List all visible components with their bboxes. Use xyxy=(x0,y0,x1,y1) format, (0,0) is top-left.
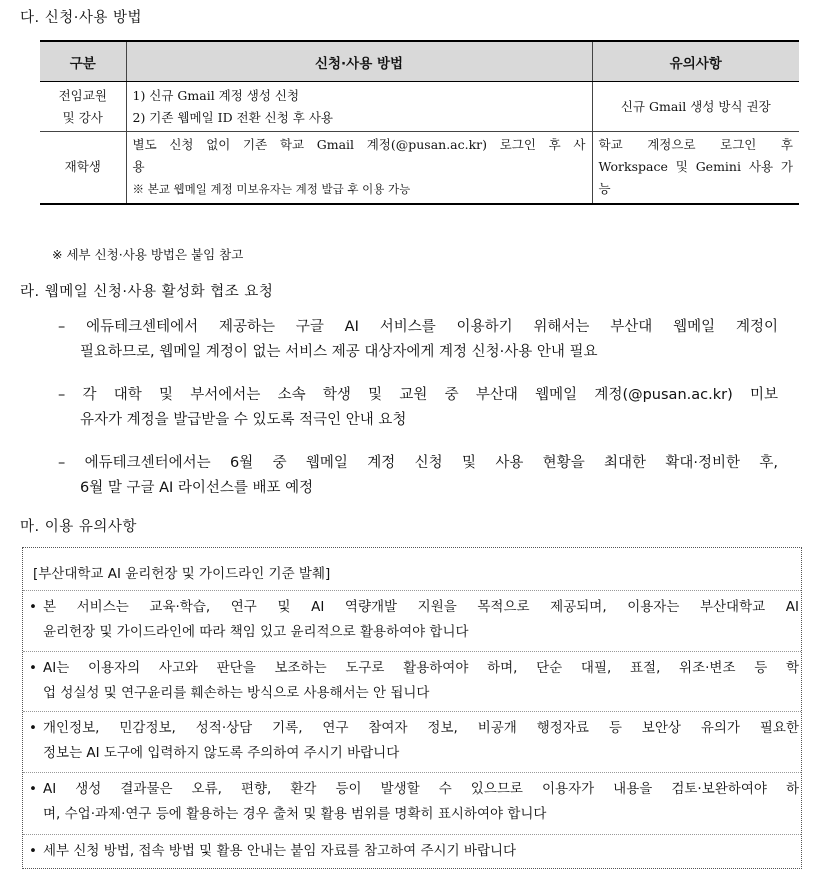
list-item-line: 윤리헌장 및 가이드라인에 따라 책임 있고 윤리적으로 활용하여야 합니다 xyxy=(43,624,469,640)
method-line: 별도 신청 없이 기존 학교 Gmail 계정(@pusan.ac.kr) 로그인 후 사 xyxy=(132,137,586,153)
list-item-line: 6월 말 구글 AI 라이선스를 배포 예정 xyxy=(80,480,314,496)
table-header-category: 구분 xyxy=(40,41,126,82)
method-note-line: ※ 본교 웹메일 계정 미보유자는 계정 발급 후 이용 가능 xyxy=(132,182,411,197)
table-row xyxy=(40,132,799,204)
list-item-line: 본 서비스는 교육·학습, 연구 및 AI 역량개발 지원을 목적으로 제공되며, 이용자는 부산대학교 AI xyxy=(43,599,799,615)
divider xyxy=(23,651,801,652)
divider xyxy=(23,834,801,835)
list-item-line: AI 생성 결과물은 오류, 편향, 환각 등이 발생할 수 있으므로 이용자가 내용을 검토·보완하여야 하 xyxy=(43,781,799,797)
bullet-icon: • xyxy=(29,660,37,676)
list-item-line: 개인정보, 민감정보, 성적·상담 기록, 연구 참여자 정보, 비공개 행정자료 등 보안상 유의가 필요한 xyxy=(43,720,799,736)
table-cell-note xyxy=(592,132,799,204)
list-item-line: AI는 이용자의 사고와 판단을 보조하는 도구로 활용하여야 하며, 단순 대필, 표절, 위조·변조 등 학 xyxy=(43,660,799,676)
box-title: [부산대학교 AI 윤리헌장 및 가이드라인 기준 발췌] xyxy=(33,566,331,582)
category-line: 및 강사 xyxy=(62,109,103,125)
list-item-line: – 에듀테크센터에서는 6월 중 웹메일 계정 신청 및 사용 현황을 최대한 확대·정비한 후, xyxy=(58,455,778,471)
table-cell-note: 신규 Gmail 생성 방식 권장 xyxy=(592,82,799,132)
bullet-icon: • xyxy=(29,720,37,736)
section-heading-apply-method: 다. 신청·사용 방법 xyxy=(20,10,142,26)
list-item-line: 업 성실성 및 연구윤리를 훼손하는 방식으로 사용해서는 안 됩니다 xyxy=(43,685,430,701)
table-header-notes: 유의사항 xyxy=(592,41,799,82)
list-item-line: 정보는 AI 도구에 입력하지 않도록 주의하여 주시기 바랍니다 xyxy=(43,745,400,761)
table-header-method: 신청·사용 방법 xyxy=(126,41,592,82)
table-cell-method xyxy=(126,82,592,132)
category-line: 전임교원 xyxy=(58,87,107,103)
method-line: 1) 신규 Gmail 계정 생성 신청 xyxy=(132,87,300,103)
ethics-guideline-box xyxy=(22,547,802,869)
section-heading-cooperation: 라. 웹메일 신청·사용 활성화 협조 요청 xyxy=(20,284,274,300)
list-item-line: 필요하므로, 웹메일 계정이 없는 서비스 제공 대상자에게 계정 신청·사용 안내 필요 xyxy=(80,344,598,360)
bullet-icon: • xyxy=(29,781,37,797)
list-item-line: 세부 신청 방법, 접속 방법 및 활용 안내는 붙임 자료를 참고하여 주시기 바랍니다 xyxy=(43,843,517,859)
bullet-icon: • xyxy=(29,599,37,615)
section-heading-usage-notes: 마. 이용 유의사항 xyxy=(20,519,137,535)
method-line: 2) 기존 웹메일 ID 전환 신청 후 사용 xyxy=(132,109,334,125)
list-item-line: 며, 수업·과제·연구 등에 활용하는 경우 출처 및 활용 범위를 명확히 표시하여야 합니다 xyxy=(43,806,547,822)
divider xyxy=(23,590,801,591)
list-item-line: – 에듀테크센테에서 제공하는 구글 AI 서비스를 이용하기 위해서는 부산대 웹메일 계정이 xyxy=(58,319,778,335)
method-line: 용 xyxy=(132,159,145,175)
table-cell-method xyxy=(126,132,592,204)
note-line: Workspace 및 Gemini 사용 가 xyxy=(598,159,793,175)
table-header-row xyxy=(40,41,799,82)
apply-method-table xyxy=(40,40,799,205)
divider xyxy=(23,711,801,712)
table-footnote: ※ 세부 신청·사용 방법은 붙임 참고 xyxy=(52,247,244,262)
divider xyxy=(23,772,801,773)
table-row xyxy=(40,82,799,132)
list-item-line: – 각 대학 및 부서에서는 소속 학생 및 교원 중 부산대 웹메일 계정(@pusan.ac.kr) 미보 xyxy=(58,387,778,403)
note-line: 학교 계정으로 로그인 후 xyxy=(598,137,793,153)
table-cell-category: 재학생 xyxy=(40,132,126,204)
bullet-icon: • xyxy=(29,843,37,859)
note-line: 능 xyxy=(598,181,611,197)
table-cell-category xyxy=(40,82,126,132)
list-item-line: 유자가 계정을 발급받을 수 있도록 적극인 안내 요청 xyxy=(80,412,407,428)
